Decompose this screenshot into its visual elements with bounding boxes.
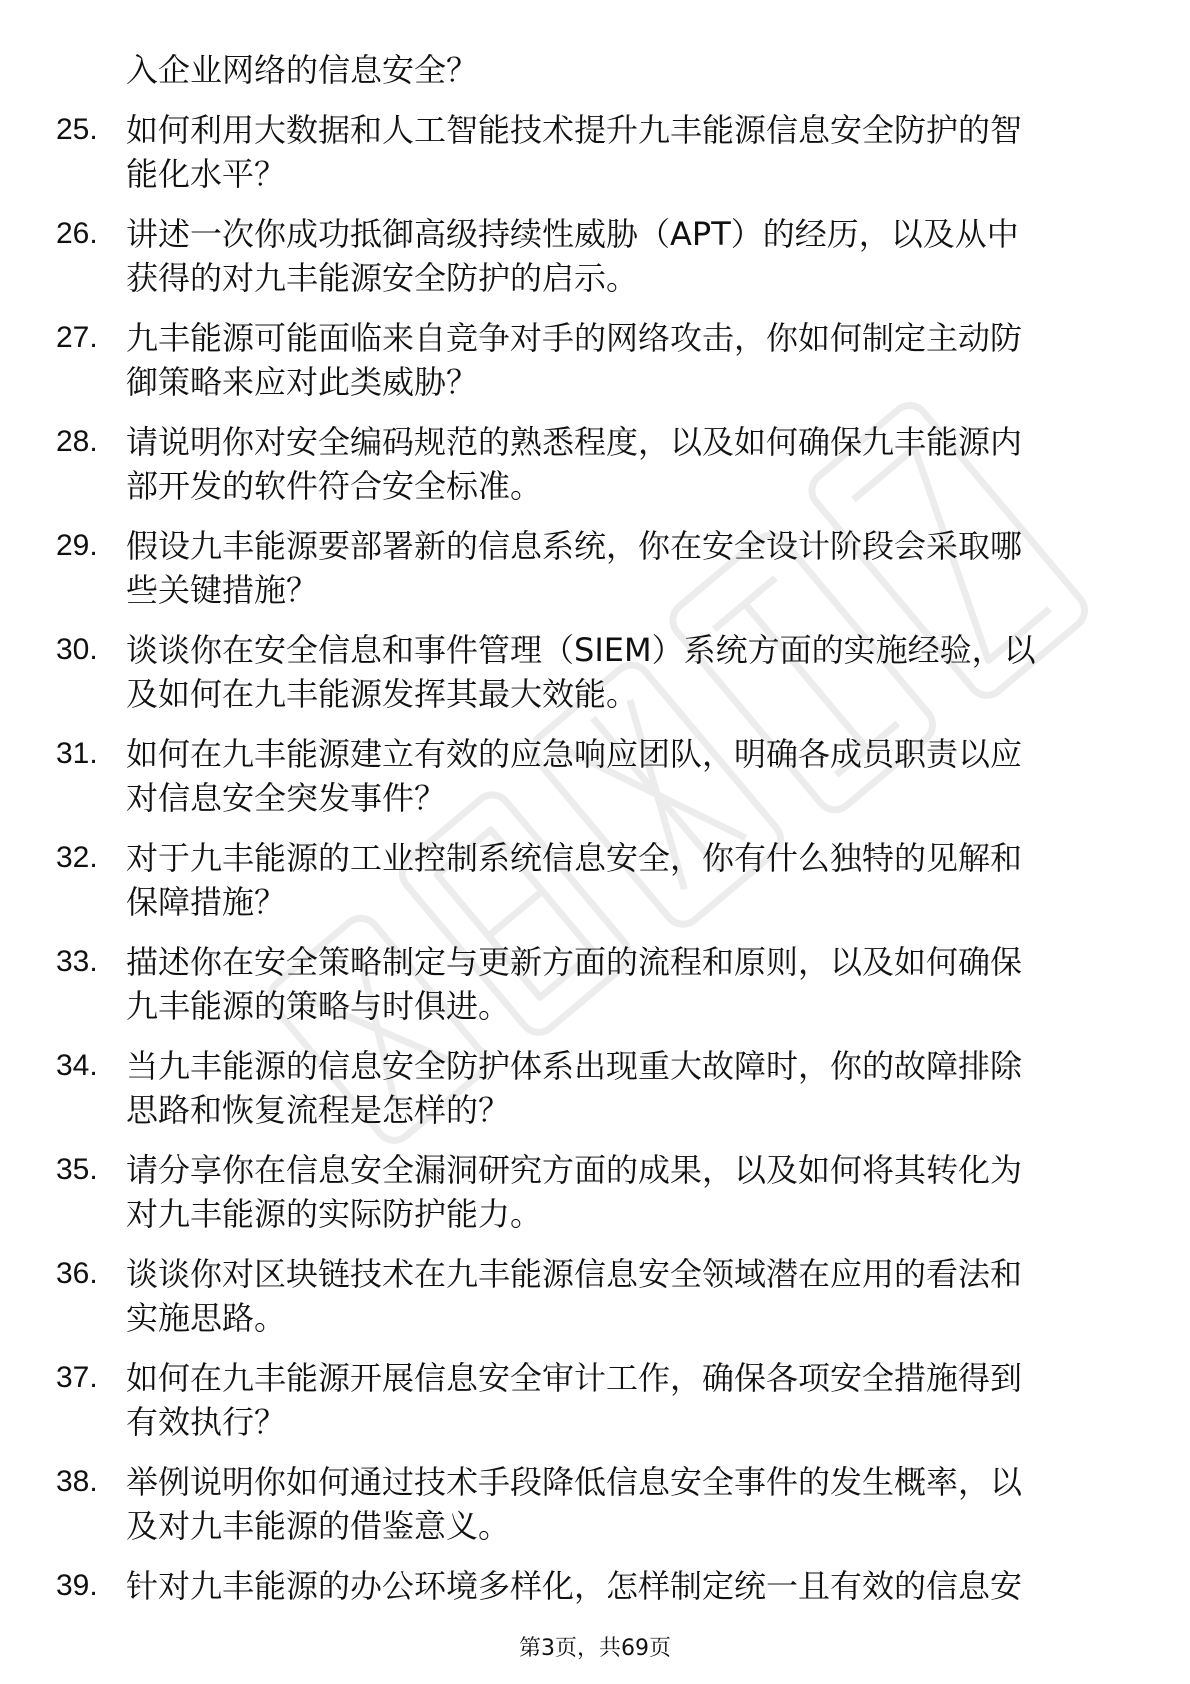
question-text	[126, 108, 1126, 196]
question-text-line: 描述你在安全策略制定与更新方面的流程和原则，以及如何确保	[126, 943, 1023, 981]
question-item	[0, 1252, 1190, 1340]
question-text	[126, 316, 1126, 404]
question-text-line: 获得的对九丰能源安全防护的启示。	[126, 259, 639, 297]
question-item	[0, 524, 1190, 612]
question-text-line: 有效执行？	[126, 1403, 287, 1441]
question-item	[0, 732, 1190, 820]
question-text	[126, 940, 1126, 1028]
question-text-line: 举例说明你如何通过技术手段降低信息安全事件的发生概率，以	[126, 1463, 1023, 1501]
question-text-line: 实施思路。	[126, 1299, 287, 1337]
question-text	[126, 1252, 1126, 1340]
question-text	[126, 420, 1126, 508]
question-text-line: 及如何在九丰能源发挥其最大效能。	[126, 675, 639, 713]
question-text	[126, 1564, 1126, 1608]
question-text	[126, 1460, 1126, 1548]
question-text-line: 思路和恢复流程是怎样的？	[126, 1091, 511, 1129]
question-text	[126, 1044, 1126, 1132]
question-number: 26.	[56, 217, 98, 250]
question-item	[0, 420, 1190, 508]
question-text-line: 谈谈你在安全信息和事件管理（SIEM）系统方面的实施经验，以	[126, 631, 1036, 669]
question-text-line: 部开发的软件符合安全标准。	[126, 467, 543, 505]
question-number: 30.	[56, 633, 98, 666]
question-item	[0, 108, 1190, 196]
question-text-line: 御策略来应对此类威胁？	[126, 363, 479, 401]
question-text-line: 如何在九丰能源建立有效的应急响应团队，明确各成员职责以应	[126, 735, 1023, 773]
question-number: 34.	[56, 1049, 98, 1082]
question-item	[0, 1044, 1190, 1132]
question-text-line: 谈谈你对区块链技术在九丰能源信息安全领域潜在应用的看法和	[126, 1255, 1023, 1293]
question-text	[126, 524, 1126, 612]
question-text	[126, 836, 1126, 924]
page-footer: 第3页，共69页	[519, 1636, 671, 1661]
question-item	[0, 836, 1190, 924]
question-text-line: 针对九丰能源的办公环境多样化，怎样制定统一且有效的信息安	[126, 1567, 1023, 1605]
question-text	[126, 732, 1126, 820]
question-text	[126, 628, 1126, 716]
question-text-line: 对信息安全突发事件？	[126, 779, 447, 817]
question-number: 36.	[56, 1257, 98, 1290]
question-text-line: 请分享你在信息安全漏洞研究方面的成果，以及如何将其转化为	[126, 1151, 1023, 1189]
question-item	[0, 1460, 1190, 1548]
question-number: 35.	[56, 1153, 98, 1186]
question-text-line: 如何在九丰能源开展信息安全审计工作，确保各项安全措施得到	[126, 1359, 1023, 1397]
question-item	[0, 940, 1190, 1028]
question-text	[126, 212, 1126, 300]
question-number: 29.	[56, 529, 98, 562]
question-number: 32.	[56, 841, 98, 874]
question-text-line: 九丰能源的策略与时俱进。	[126, 987, 511, 1025]
question-item	[0, 1356, 1190, 1444]
question-text	[126, 1148, 1126, 1236]
question-number: 33.	[56, 945, 98, 978]
question-number: 28.	[56, 425, 98, 458]
question-item	[0, 316, 1190, 404]
question-item	[0, 212, 1190, 300]
question-list	[0, 108, 1190, 1668]
question-text-line: 如何利用大数据和人工智能技术提升九丰能源信息安全防护的智	[126, 111, 1023, 149]
question-text-line: 假设九丰能源要部署新的信息系统，你在安全设计阶段会采取哪	[126, 527, 1023, 565]
question-number: 25.	[56, 113, 98, 146]
continued-question-text: 入企业网络的信息安全？	[126, 51, 479, 89]
question-text-line: 当九丰能源的信息安全防护体系出现重大故障时，你的故障排除	[126, 1047, 1023, 1085]
question-item	[0, 1148, 1190, 1236]
question-item	[0, 1564, 1190, 1652]
question-item	[0, 628, 1190, 716]
question-text-line: 讲述一次你成功抵御高级持续性威胁（APT）的经历，以及从中	[126, 215, 1019, 253]
question-text-line: 保障措施？	[126, 883, 287, 921]
question-text-line: 些关键措施？	[126, 571, 319, 609]
question-text-line: 请说明你对安全编码规范的熟悉程度，以及如何确保九丰能源内	[126, 423, 1023, 461]
question-number: 37.	[56, 1361, 98, 1394]
question-number: 39.	[56, 1569, 98, 1602]
question-text-line: 对于九丰能源的工业控制系统信息安全，你有什么独特的见解和	[126, 839, 1023, 877]
question-text-line: 九丰能源可能面临来自竞争对手的网络攻击，你如何制定主动防	[126, 319, 1023, 357]
question-number: 27.	[56, 321, 98, 354]
question-number: 38.	[56, 1465, 98, 1498]
question-number: 31.	[56, 737, 98, 770]
question-text-line: 及对九丰能源的借鉴意义。	[126, 1507, 511, 1545]
question-text-line: 对九丰能源的实际防护能力。	[126, 1195, 543, 1233]
question-text	[126, 1356, 1126, 1444]
question-text-line: 能化水平？	[126, 155, 287, 193]
